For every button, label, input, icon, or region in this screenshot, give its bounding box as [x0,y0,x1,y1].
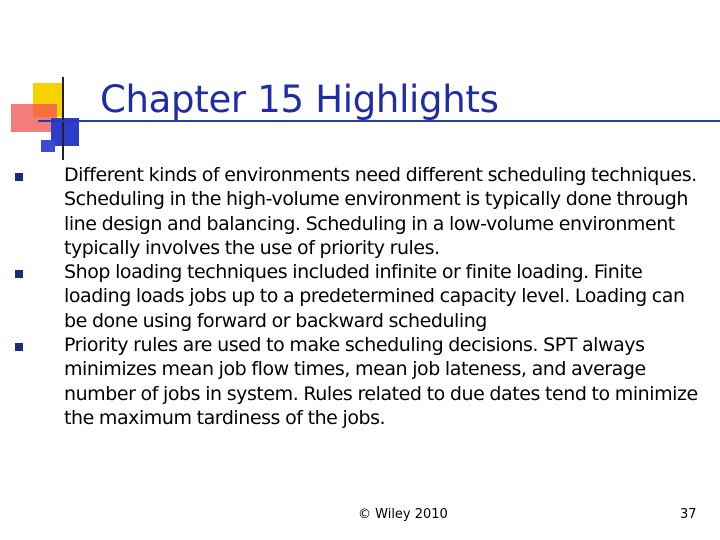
page-number: 37 [680,507,697,522]
slide-title: Chapter 15 Highlights [100,78,499,121]
bullet-text: Priority rules are used to make scheduling decisions. SPT always minimizes mean job flow times, mean job lateness, and average number of jobs in system. Rules related to due dates tend to minimize the maximum tardiness of the jobs. [64,334,698,429]
decorative-logo [0,0,110,160]
square-bullet-icon [15,173,23,181]
square-bullet-icon [15,343,23,351]
small-blue-square [41,140,55,152]
bullet-item [12,163,702,260]
bullet-list [12,163,702,430]
square-bullet-icon [15,270,23,278]
bullet-item [12,333,702,430]
bullet-text: Different kinds of environments need different scheduling techniques. Scheduling in the high-volume environment is typically done through line design and balancing. Scheduling in a low-volume environment typically involves the use of priority rules. [64,164,697,259]
bullet-text: Shop loading techniques included infinite or finite loading. Finite loading loads jobs up to a predetermined capacity level. Loading can be done using forward or backward scheduling [64,261,685,332]
blue-square [51,118,79,146]
copyright-text: © Wiley 2010 [358,507,448,522]
bullet-item [12,260,702,333]
vertical-rule [62,77,64,160]
